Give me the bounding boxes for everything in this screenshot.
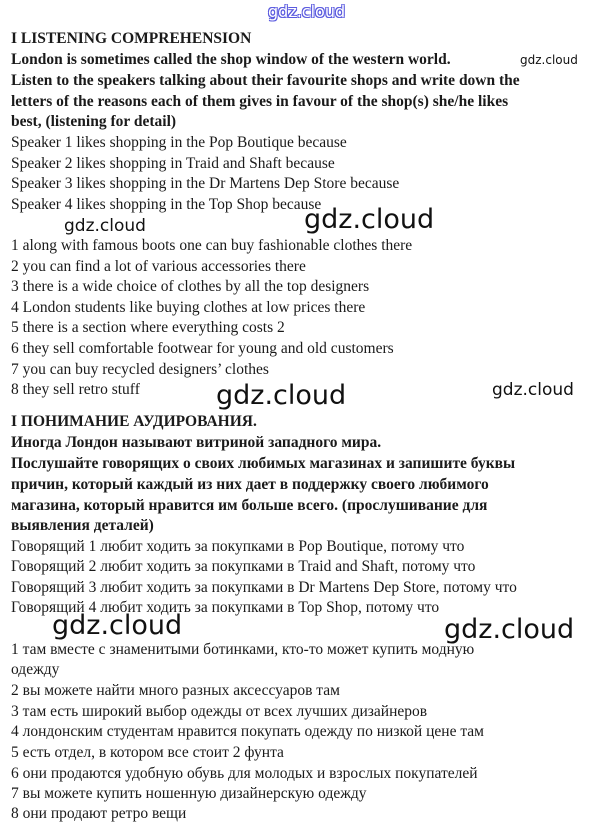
watermark-medium-right: gdz.cloud [492, 380, 574, 400]
russian-reason-3: 3 там есть широкий выбор одежды от всех лучших дизайнеров [11, 703, 428, 720]
russian-speaker-1: Говорящий 1 любит ходить за покупками в Pop Boutique, потому что [11, 538, 465, 555]
russian-reason-2: 2 вы можете найти много разных аксессуаров там [11, 682, 340, 699]
watermark-large-center: gdz.cloud [304, 204, 435, 235]
russian-title: I ПОНИМАНИЕ АУДИРОВАНИЯ. [11, 413, 257, 430]
watermark-large-lower-left: gdz.cloud [52, 610, 183, 641]
english-reason-1: 1 along with famous boots one can buy fashionable clothes there [11, 237, 413, 254]
english-intro-3: letters of the reasons each of them gives in favour of the shop(s) she/he likes [11, 93, 509, 110]
russian-intro-3: причин, который каждый из них дает в поддержку своего любимого [11, 476, 489, 493]
english-intro-1: London is sometimes called the shop window of the western world. [11, 51, 451, 68]
russian-speaker-4: Говорящий 4 любит ходить за покупками в Top Shop, потому что [11, 599, 440, 616]
english-reason-8: 8 they sell retro stuff [11, 381, 140, 398]
top-watermark: gdz.cloud [268, 2, 346, 21]
russian-reason-7: 7 вы можете купить ношенную дизайнерскую одежду [11, 785, 367, 802]
english-reason-6: 6 they sell comfortable footwear for young and old customers [11, 340, 394, 357]
english-reason-3: 3 there is a wide choice of clothes by all the top designers [11, 278, 370, 295]
russian-reason-5: 5 есть отдел, в котором все стоит 2 фунта [11, 744, 284, 761]
russian-intro-1: Иногда Лондон называют витриной западного мира. [11, 434, 382, 451]
english-reason-4: 4 London students like buying clothes at low prices there [11, 299, 366, 316]
english-reason-2: 2 you can find a lot of various accessories there [11, 258, 306, 275]
russian-reason-1: 1 там вместе с знаменитыми ботинками, кто-то может купить модную [11, 641, 475, 658]
watermark-large-lower-right: gdz.cloud [444, 614, 575, 645]
russian-reason-6: 6 они продаются удобную обувь для молодых и взрослых покупателей [11, 765, 478, 782]
watermark-large-middle: gdz.cloud [216, 380, 347, 411]
russian-speaker-3: Говорящий 3 любит ходить за покупками в Dr Martens Dep Store, потому что [11, 579, 517, 596]
english-speaker-1: Speaker 1 likes shopping in the Pop Boutique because [11, 134, 347, 151]
russian-intro-4: магазина, который нравится им больше всего. (прослушивание для [11, 497, 488, 514]
english-speaker-3: Speaker 3 likes shopping in the Dr Martens Dep Store because [11, 175, 400, 192]
english-speaker-4: Speaker 4 likes shopping in the Top Shop because [11, 196, 322, 213]
watermark-medium-left: gdz.cloud [64, 216, 146, 236]
russian-reason-8: 8 они продают ретро вещи [11, 805, 187, 822]
russian-intro-2: Послушайте говорящих о своих любимых магазинах и запишите буквы [11, 455, 516, 472]
russian-intro-5: выявления деталей) [11, 517, 154, 534]
english-intro-2: Listen to the speakers talking about their favourite shops and write down the [11, 72, 520, 89]
russian-reason-1-cont: одежду [11, 661, 60, 678]
russian-reason-4: 4 лондонским студентам нравится покупать одежду по низкой цене там [11, 723, 484, 740]
watermark-small: gdz.cloud [520, 53, 578, 67]
english-speaker-2: Speaker 2 likes shopping in Traid and Shaft because [11, 155, 335, 172]
english-reason-5: 5 there is a section where everything costs 2 [11, 319, 285, 336]
russian-speaker-2: Говорящий 2 любит ходить за покупками в Traid and Shaft, потому что [11, 558, 476, 575]
english-reason-7: 7 you can buy recycled designers’ clothes [11, 361, 269, 378]
english-title: I LISTENING COMPREHENSION [11, 30, 252, 47]
english-intro-4: best, (listening for detail) [11, 113, 177, 130]
